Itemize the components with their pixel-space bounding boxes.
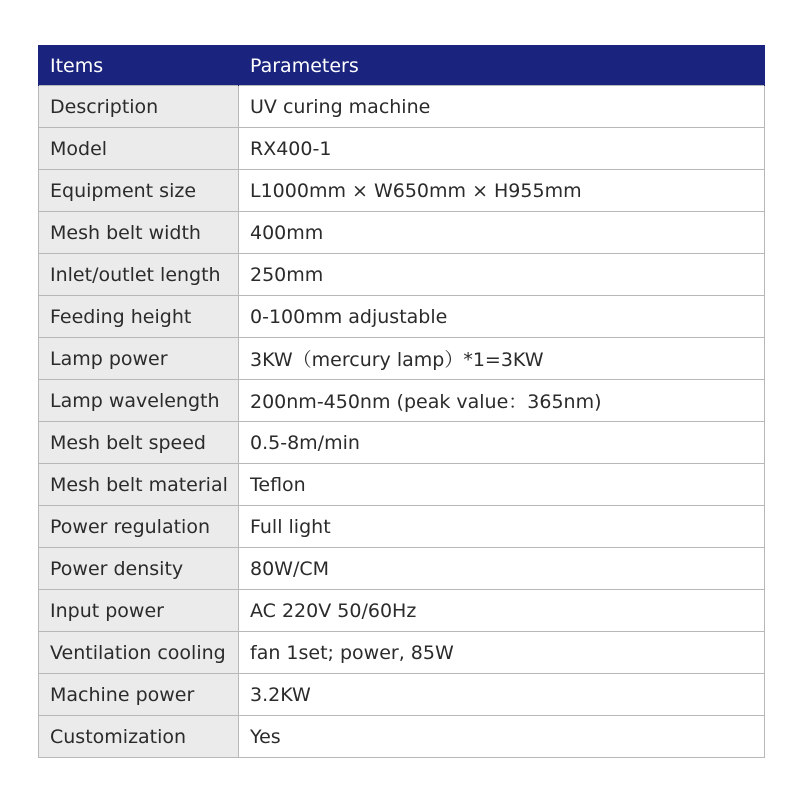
table-header-row (39, 46, 765, 86)
row-parameter-value: 200nm-450nm (peak value：365nm) (239, 380, 765, 422)
row-item-label: Mesh belt speed (39, 422, 239, 464)
table-row (39, 464, 765, 506)
table-row (39, 86, 765, 128)
table-row (39, 380, 765, 422)
row-parameter-value: RX400-1 (239, 128, 765, 170)
table-row (39, 674, 765, 716)
row-item-label: Feeding height (39, 296, 239, 338)
row-item-label: Equipment size (39, 170, 239, 212)
table-row (39, 548, 765, 590)
table-row (39, 170, 765, 212)
table-row (39, 254, 765, 296)
spec-table (38, 45, 765, 758)
row-parameter-value: UV curing machine (239, 86, 765, 128)
row-item-label: Model (39, 128, 239, 170)
table-row (39, 590, 765, 632)
row-item-label: Power regulation (39, 506, 239, 548)
row-parameter-value: 3.2KW (239, 674, 765, 716)
row-parameter-value: AC 220V 50/60Hz (239, 590, 765, 632)
row-item-label: Lamp wavelength (39, 380, 239, 422)
row-parameter-value: 80W/CM (239, 548, 765, 590)
row-parameter-value: Full light (239, 506, 765, 548)
row-parameter-value: Teflon (239, 464, 765, 506)
row-parameter-value: 400mm (239, 212, 765, 254)
row-item-label: Lamp power (39, 338, 239, 380)
row-parameter-value: 0.5-8m/min (239, 422, 765, 464)
row-item-label: Inlet/outlet length (39, 254, 239, 296)
header-items: Items (39, 46, 239, 86)
row-parameter-value: L1000mm × W650mm × H955mm (239, 170, 765, 212)
row-parameter-value: 3KW（mercury lamp）*1=3KW (239, 338, 765, 380)
row-parameter-value: fan 1set; power, 85W (239, 632, 765, 674)
table-row (39, 632, 765, 674)
row-item-label: Description (39, 86, 239, 128)
table-row (39, 338, 765, 380)
row-item-label: Input power (39, 590, 239, 632)
table-row (39, 212, 765, 254)
table-row (39, 506, 765, 548)
table-row (39, 422, 765, 464)
table-row (39, 128, 765, 170)
row-parameter-value: 250mm (239, 254, 765, 296)
row-item-label: Ventilation cooling (39, 632, 239, 674)
row-item-label: Customization (39, 716, 239, 758)
row-parameter-value: 0-100mm adjustable (239, 296, 765, 338)
row-item-label: Mesh belt material (39, 464, 239, 506)
table-row (39, 716, 765, 758)
row-parameter-value: Yes (239, 716, 765, 758)
table-row (39, 296, 765, 338)
header-parameters: Parameters (239, 46, 765, 86)
row-item-label: Power density (39, 548, 239, 590)
row-item-label: Mesh belt width (39, 212, 239, 254)
row-item-label: Machine power (39, 674, 239, 716)
